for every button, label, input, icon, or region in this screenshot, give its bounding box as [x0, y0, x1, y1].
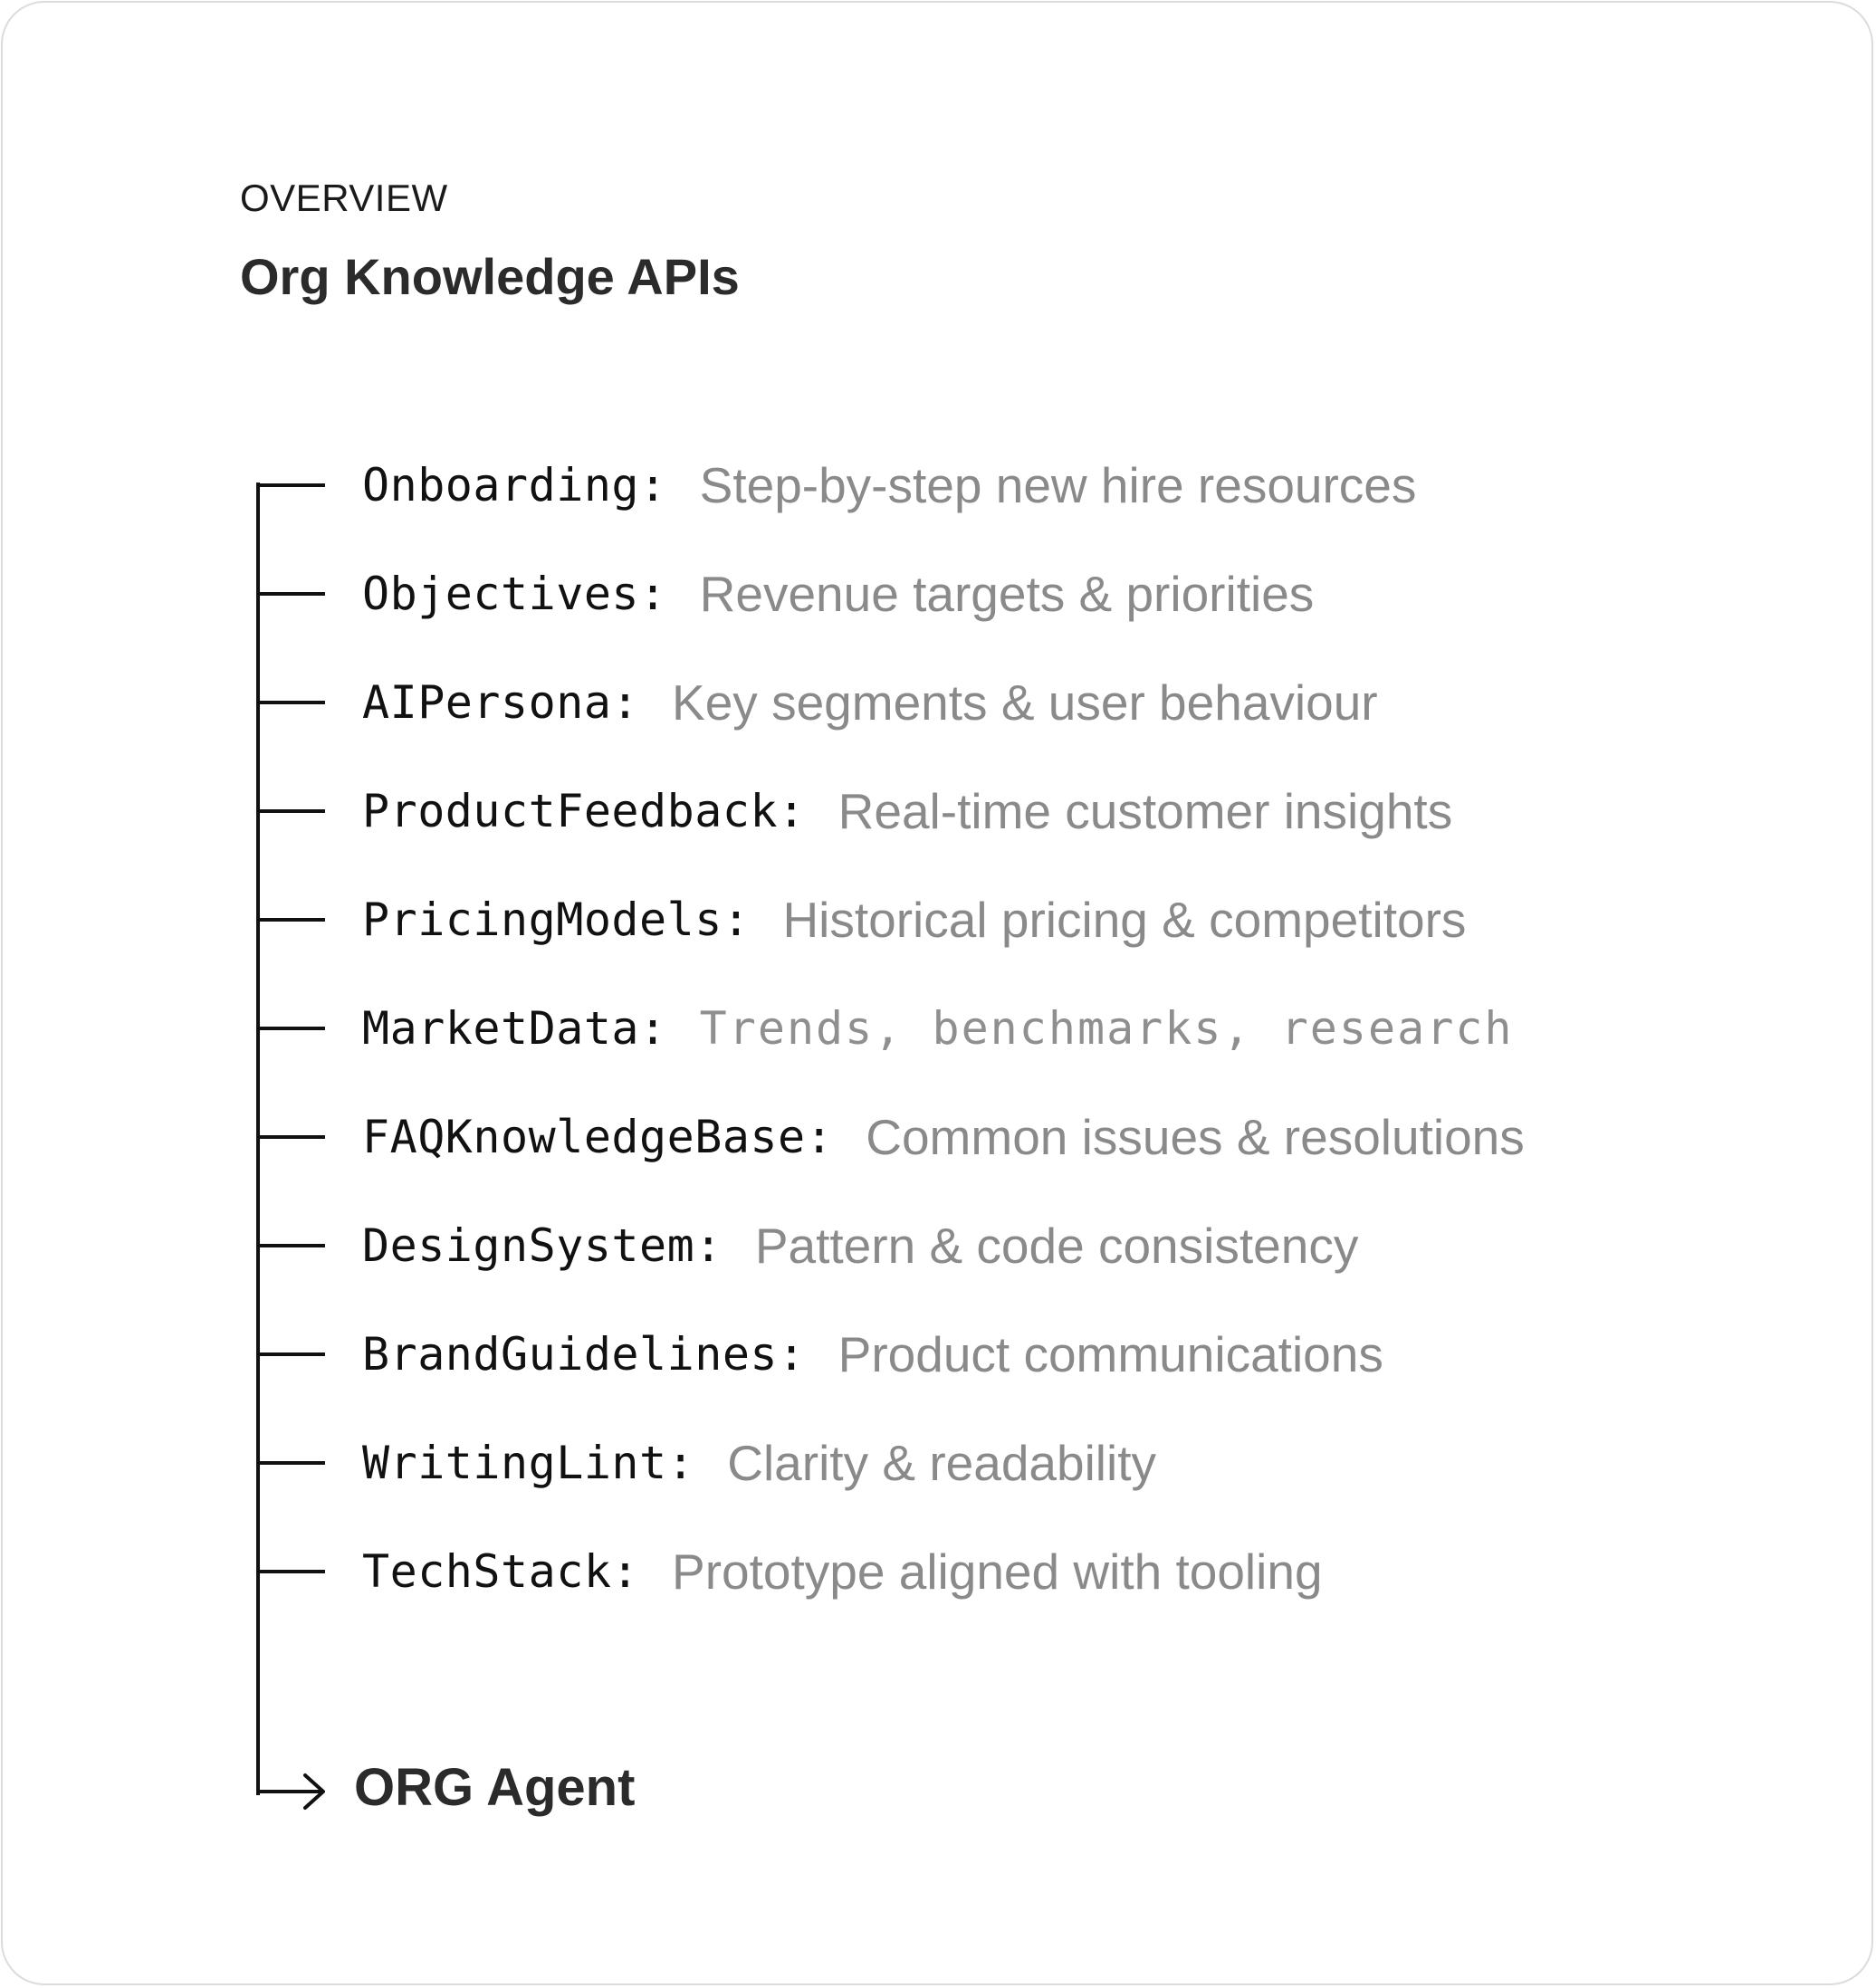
api-key: DesignSystem:: [362, 1219, 723, 1272]
page-title: Org Knowledge APIs: [240, 248, 740, 305]
api-key: ProductFeedback:: [362, 785, 806, 837]
api-description: Clarity & readability: [727, 1435, 1157, 1491]
api-key: Onboarding:: [362, 459, 667, 511]
api-item-techstack: [362, 1540, 1323, 1603]
api-description: Historical pricing & competitors: [782, 892, 1467, 948]
branch-connector: [256, 1244, 325, 1247]
overview-card: [1, 1, 1873, 1985]
api-key: FAQKnowledgeBase:: [362, 1111, 834, 1163]
api-key: Objectives:: [362, 568, 667, 620]
branch-connector: [256, 1352, 325, 1356]
api-description: Prototype aligned with tooling: [672, 1544, 1323, 1600]
api-item-aipersona: [362, 671, 1378, 734]
org-agent-label: ORG Agent: [354, 1758, 636, 1817]
branch-connector: [256, 1461, 325, 1465]
tree-trunk-line: [256, 483, 260, 1795]
api-item-designsystem: [362, 1214, 1358, 1277]
api-key: AIPersona:: [362, 676, 640, 729]
api-description: Step-by-step new hire resources: [699, 457, 1417, 513]
api-key: BrandGuidelines:: [362, 1328, 806, 1381]
api-item-onboarding: [362, 454, 1416, 517]
api-item-productfeedback: [362, 779, 1452, 843]
api-description: Revenue targets & priorities: [699, 566, 1315, 622]
arrow-right-icon: [253, 1759, 334, 1822]
branch-connector: [256, 1135, 325, 1139]
api-item-brandguidelines: [362, 1323, 1383, 1386]
branch-connector: [256, 592, 325, 596]
api-key: MarketData:: [362, 1002, 667, 1055]
api-key: PricingModels:: [362, 894, 751, 946]
api-item-faqknowledgebase: [362, 1105, 1525, 1169]
branch-connector: [256, 1027, 325, 1030]
api-description: Pattern & code consistency: [754, 1218, 1359, 1274]
branch-connector: [256, 1570, 325, 1573]
api-item-pricingmodels: [362, 888, 1466, 951]
api-item-writinglint: [362, 1431, 1156, 1495]
branch-connector: [256, 701, 325, 704]
branch-connector: [256, 483, 325, 487]
api-key: WritingLint:: [362, 1437, 695, 1489]
branch-connector: [256, 918, 325, 922]
api-description: Key segments & user behaviour: [672, 674, 1378, 731]
section-eyebrow: OVERVIEW: [240, 177, 448, 219]
api-description: Product communications: [838, 1326, 1383, 1382]
api-key: TechStack:: [362, 1545, 640, 1598]
api-item-marketdata: [362, 997, 1514, 1060]
api-description: Trends, benchmarks, research: [699, 1002, 1514, 1055]
api-description: Common issues & resolutions: [866, 1109, 1525, 1165]
branch-connector: [256, 809, 325, 813]
api-description: Real-time customer insights: [838, 783, 1453, 839]
api-item-objectives: [362, 562, 1314, 626]
